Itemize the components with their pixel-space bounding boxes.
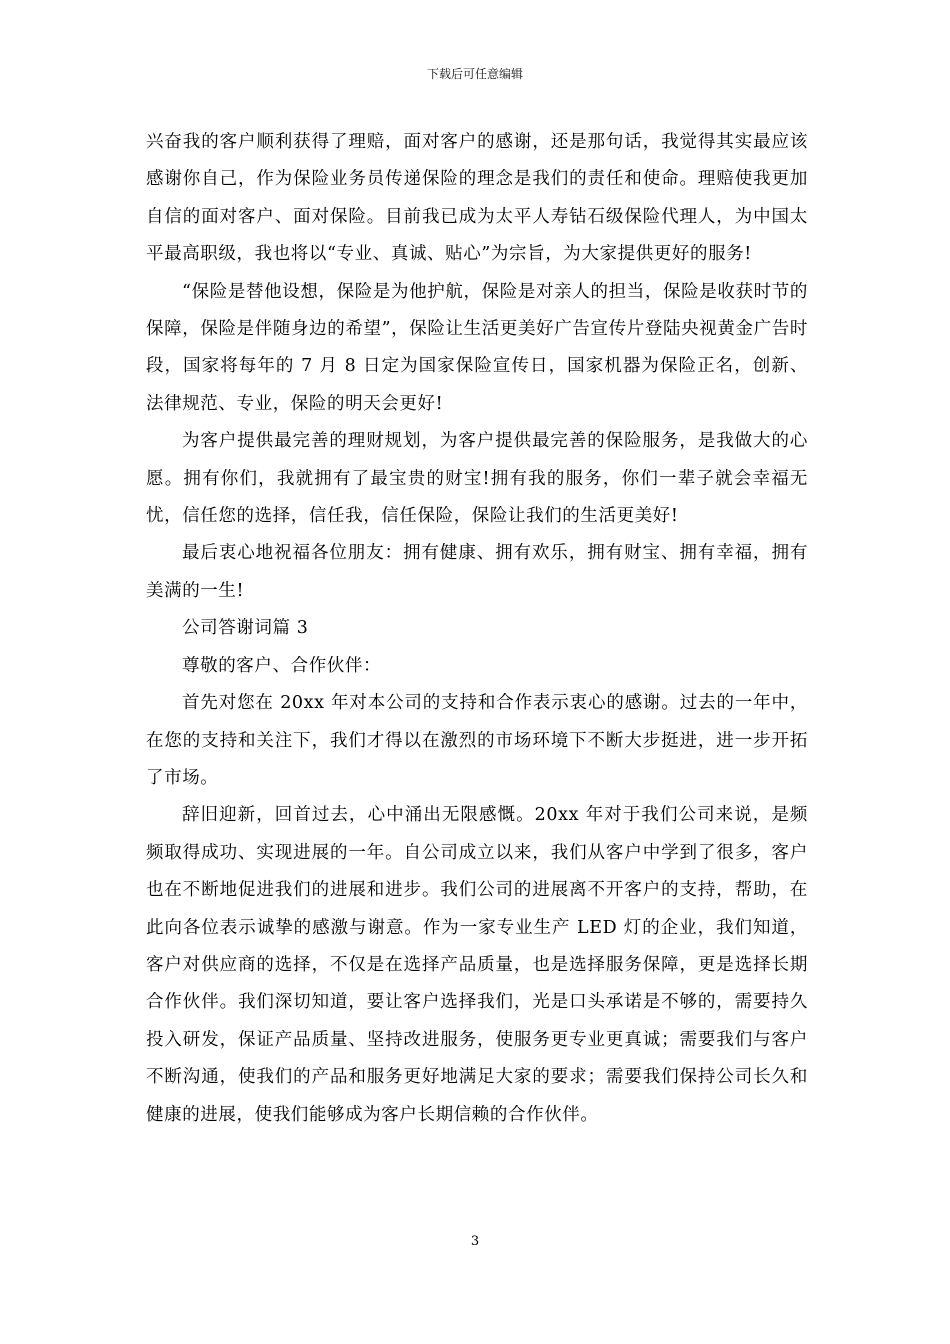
paragraph-6: 辞旧迎新，回首过去，心中涌出无限感慨。20xx 年对于我们公司来说，是频频取得成功、实现进展的一年。自公司成立以来，我们从客户中学到了很多，客户也在不断地促进我们的进展和进步。我们公司的进展离不开客户的支持，帮助，在此向各位表示诚挚的感激与谢意。作为一家专业生产 LED 灯的企业，我们知道，客户对供应商的选择，不仅是在选择产品质量，也是选择服务保障，更是选择长期合作伙伴。我们深切知道，要让客户选择我们，光是口头承诺是不够的，需要持久投入研发，保证产品质量、坚持改进服务，使服务更专业更真诚；需要我们与客户不断沟通，使我们的产品和服务更好地满足大家的要求；需要我们保持公司长久和健康的进展，使我们能够成为客户长期信赖的合作伙伴。 bbox=[146, 805, 808, 1125]
paragraph-2: “保险是替他设想，保险是为他护航，保险是对亲人的担当，保险是收获时节的保障，保险是伴随身边的希望”，保险让生活更美好广告宣传片登陆央视黄金广告时段，国家将每年的 7 月 8 日定为国家保险宣传日，国家机器为保险正名，创新、法律规范、专业，保险的明天会更好! bbox=[146, 281, 808, 414]
paragraph-5: 首先对您在 20xx 年对本公司的支持和合作表示衷心的感谢。过去的一年中，在您的支持和关注下，我们才得以在激烈的市场环境下不断大步挺进，进一步开拓了市场。 bbox=[146, 693, 808, 788]
section-heading: 公司答谢词篇 3 bbox=[182, 618, 309, 639]
paragraph-3: 为客户提供最完善的理财规划，为客户提供最完善的保险服务，是我做大的心愿。拥有你们，我就拥有了最宝贵的财宝!拥有我的服务，你们一辈子就会幸福无忧，信任您的选择，信任我，信任保险，保险让我们的生活更美好! bbox=[146, 431, 808, 527]
page-number: 3 bbox=[470, 1234, 480, 1249]
salutation: 尊敬的客户、合作伙伴： bbox=[182, 655, 382, 676]
paragraph-1: 兴奋我的客户顺利获得了理赔，面对客户的感谢，还是那句话，我觉得其实最应该感谢你自己，作为保险业务员传递保险的理念是我们的责任和使命。理赔使我更加自信的面对客户、面对保险。目前我已成为太平人寿钻石级保险代理人，为中国太平最高职级，我也将以“专业、真诚、贴心”为宗旨，为大家提供更好的服务! bbox=[146, 132, 808, 265]
document-body bbox=[146, 124, 808, 1134]
page-header: 下载后可任意编辑 bbox=[426, 67, 523, 81]
paragraph-4: 最后衷心地祝福各位朋友：拥有健康、拥有欢乐，拥有财宝、拥有幸福，拥有美满的一生! bbox=[146, 543, 808, 601]
